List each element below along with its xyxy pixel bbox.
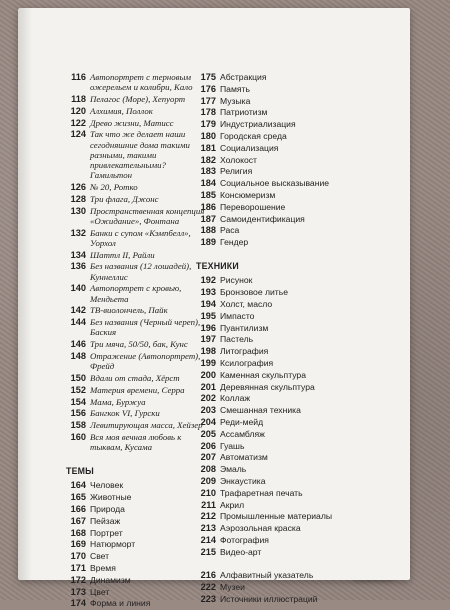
page-number: 176 bbox=[200, 83, 216, 94]
toc-entry bbox=[196, 119, 386, 129]
page-number: 186 bbox=[200, 201, 216, 212]
toc-entry bbox=[196, 166, 386, 176]
toc-entry bbox=[196, 275, 386, 285]
page-number: 202 bbox=[200, 393, 216, 404]
entry-title: Промышленные материалы bbox=[220, 511, 333, 522]
entry-title: Гуашь bbox=[220, 440, 245, 451]
toc-entry bbox=[66, 373, 206, 383]
entry-title: Без названия (Черный череп), Баския bbox=[90, 317, 201, 338]
toc-entry bbox=[196, 370, 386, 380]
entry-title: Религия bbox=[220, 166, 253, 177]
entry-title: Каменная скульптура bbox=[220, 369, 306, 380]
page-number: 213 bbox=[200, 523, 216, 534]
entry-title: Пространственная концепция «Ожидание», Фонтана bbox=[90, 205, 205, 226]
page-number: 208 bbox=[200, 464, 216, 475]
toc-entry bbox=[66, 492, 206, 502]
page-number: 178 bbox=[200, 107, 216, 118]
page-number: 177 bbox=[200, 95, 216, 106]
page-number: 174 bbox=[70, 598, 86, 609]
page-number: 207 bbox=[200, 452, 216, 463]
toc-entry bbox=[66, 539, 206, 549]
page-number: 203 bbox=[200, 405, 216, 416]
toc-entry bbox=[66, 182, 206, 192]
entry-title: Реди-мейд bbox=[220, 416, 264, 427]
toc-entry bbox=[196, 202, 386, 212]
page-number: 198 bbox=[200, 346, 216, 357]
page-number: 122 bbox=[70, 117, 86, 128]
toc-entry bbox=[66, 587, 206, 597]
page-number: 118 bbox=[71, 94, 86, 104]
page-number: 183 bbox=[200, 166, 216, 177]
toc-entry bbox=[196, 358, 386, 368]
toc-entry bbox=[66, 480, 206, 490]
toc-entry bbox=[196, 311, 386, 321]
entry-title: Переворошение bbox=[220, 201, 286, 212]
entry-title: Бангкок VI, Гурски bbox=[90, 408, 160, 419]
toc-entry bbox=[196, 405, 386, 415]
entry-title: Левитирующая масса, Хейзер bbox=[90, 420, 203, 431]
entry-title: Портрет bbox=[90, 527, 123, 538]
page-number: 223 bbox=[200, 594, 216, 605]
entry-title: № 20, Ротко bbox=[90, 182, 138, 192]
entry-title: Раса bbox=[220, 225, 240, 236]
entry-title: Автопортрет с терновым ожерельем и колибри, Кало bbox=[90, 72, 193, 93]
entry-title: Фотография bbox=[220, 534, 269, 545]
page-number: 142 bbox=[70, 305, 86, 316]
page-number: 192 bbox=[200, 275, 216, 286]
toc-entry bbox=[66, 72, 206, 92]
page-number: 206 bbox=[200, 440, 216, 451]
techniques-list bbox=[196, 275, 386, 557]
entry-title: Абстракция bbox=[220, 72, 267, 82]
entry-title: Отражение (Автопортрет), Фрейд bbox=[90, 350, 201, 372]
entry-title: Городская среда bbox=[220, 130, 287, 141]
page-number: 216 bbox=[200, 570, 216, 581]
toc-entry bbox=[66, 250, 206, 260]
toc-entry bbox=[66, 194, 206, 204]
toc-entry bbox=[66, 551, 206, 561]
toc-entry bbox=[66, 420, 206, 430]
toc-entry bbox=[66, 261, 206, 281]
page-number: 185 bbox=[200, 189, 216, 200]
entry-title: Без названия (12 лошадей), Куннеллис bbox=[90, 261, 192, 282]
page-number: 169 bbox=[70, 539, 86, 550]
page-number: 204 bbox=[200, 416, 216, 427]
entry-title: Коллаж bbox=[220, 393, 251, 404]
page-number: 214 bbox=[200, 534, 216, 545]
page-number: 201 bbox=[200, 381, 216, 392]
techniques-heading: ТЕХНИКИ bbox=[196, 261, 239, 272]
entry-title: Видео-арт bbox=[220, 546, 262, 557]
entry-title: Память bbox=[220, 83, 250, 94]
entry-title: Динамизм bbox=[90, 574, 131, 585]
page-number: 196 bbox=[200, 322, 216, 333]
toc-entry bbox=[196, 535, 386, 545]
toc-entry bbox=[196, 96, 386, 106]
toc-entry bbox=[196, 323, 386, 333]
toc-entry bbox=[196, 155, 386, 165]
entry-title: Пейзаж bbox=[90, 515, 121, 526]
page-gutter-shadow bbox=[18, 8, 32, 580]
page-number: 189 bbox=[200, 237, 216, 248]
entry-title: Материя времени, Серра bbox=[90, 384, 185, 395]
entry-title: Пелагос (Море), Хепуорт bbox=[90, 94, 186, 104]
toc-entry bbox=[66, 228, 206, 248]
entry-title: TB-виолончель, Пайк bbox=[90, 305, 168, 316]
page-number: 152 bbox=[70, 384, 86, 395]
toc-entry bbox=[196, 464, 386, 474]
page-number: 120 bbox=[70, 105, 86, 116]
toc-entry bbox=[66, 106, 206, 116]
entry-title: Трафаретная печать bbox=[220, 487, 303, 498]
page-number: 132 bbox=[70, 227, 86, 238]
entry-title: Ассамбляж bbox=[220, 428, 265, 439]
page-number: 181 bbox=[200, 142, 216, 153]
toc-entry bbox=[66, 339, 206, 349]
toc-entry bbox=[196, 511, 386, 521]
page-number: 130 bbox=[70, 205, 86, 216]
toc-entry bbox=[196, 131, 386, 141]
page-number: 158 bbox=[70, 420, 86, 431]
page-number: 156 bbox=[70, 408, 86, 419]
page-number: 165 bbox=[70, 492, 86, 503]
page-number: 124 bbox=[70, 129, 86, 140]
page-number: 180 bbox=[200, 130, 216, 141]
page-number: 154 bbox=[70, 396, 86, 407]
entry-title: Вдали от стада, Хёрст bbox=[90, 372, 180, 383]
entry-title: Так что же делает наши сегодняшние дома такими разными, такими привлекательными? Гамильтон bbox=[90, 129, 190, 181]
toc-left-column bbox=[66, 72, 206, 610]
toc-entry bbox=[66, 516, 206, 526]
page-number: 164 bbox=[70, 480, 86, 491]
page-number: 166 bbox=[70, 503, 86, 514]
page-number: 172 bbox=[70, 574, 86, 585]
entry-title: Свет bbox=[90, 551, 110, 562]
toc-entry bbox=[66, 305, 206, 315]
page-number: 222 bbox=[200, 582, 216, 593]
toc-entry bbox=[196, 237, 386, 247]
toc-entry bbox=[66, 408, 206, 418]
entry-title: Холст, масло bbox=[220, 298, 273, 309]
entry-title: Энкаустика bbox=[220, 475, 266, 486]
page-number: 197 bbox=[200, 334, 216, 345]
toc-entry bbox=[196, 582, 386, 592]
page-number: 210 bbox=[200, 487, 216, 498]
page-number: 144 bbox=[70, 317, 86, 328]
toc-entry bbox=[66, 563, 206, 573]
page-number: 194 bbox=[200, 298, 216, 309]
entry-title: Смешанная техника bbox=[220, 405, 301, 416]
artworks-list bbox=[66, 72, 206, 452]
toc-entry bbox=[196, 570, 386, 580]
toc-entry bbox=[196, 225, 386, 235]
entry-title: Алхимия, Поллок bbox=[90, 105, 153, 116]
page-number: 128 bbox=[70, 193, 86, 204]
page-number: 193 bbox=[200, 287, 216, 298]
toc-entry bbox=[66, 129, 206, 180]
page-number: 140 bbox=[70, 283, 86, 294]
entry-title: Музеи bbox=[220, 582, 245, 593]
toc-entry bbox=[66, 432, 206, 452]
toc-entry bbox=[66, 397, 206, 407]
entry-title: Индустриализация bbox=[220, 119, 296, 130]
page-number: 200 bbox=[200, 369, 216, 380]
themes-continued-list bbox=[196, 72, 386, 247]
entry-title: Литография bbox=[220, 346, 269, 357]
entry-title: Шаттл II, Райли bbox=[90, 249, 155, 260]
page-number: 134 bbox=[70, 249, 86, 260]
entry-title: Рисунок bbox=[220, 275, 253, 286]
toc-entry bbox=[66, 528, 206, 538]
entry-title: Холокост bbox=[220, 154, 257, 165]
entry-title: Консюмеризм bbox=[220, 189, 276, 200]
entry-title: Пастель bbox=[220, 334, 254, 345]
themes-heading: ТЕМЫ bbox=[66, 466, 94, 477]
entry-title: Человек bbox=[90, 480, 124, 491]
page-number: 182 bbox=[200, 154, 216, 165]
toc-entry bbox=[196, 287, 386, 297]
back-matter-list bbox=[196, 570, 386, 604]
section-spacer bbox=[196, 558, 386, 570]
toc-entry bbox=[66, 575, 206, 585]
toc-entry bbox=[66, 283, 206, 303]
entry-title: Автопортрет с кровью, Мендьета bbox=[90, 283, 182, 304]
toc-entry bbox=[66, 94, 206, 104]
page-number: 170 bbox=[70, 551, 86, 562]
toc-entry bbox=[196, 143, 386, 153]
entry-title: Эмаль bbox=[220, 464, 247, 475]
page-number: 173 bbox=[70, 586, 86, 597]
entry-title: Время bbox=[90, 562, 116, 573]
page-number: 168 bbox=[70, 527, 86, 538]
themes-list bbox=[66, 480, 206, 608]
page-number: 209 bbox=[200, 475, 216, 486]
toc-right-column bbox=[196, 72, 386, 606]
toc-entry bbox=[66, 118, 206, 128]
toc-entry bbox=[196, 500, 386, 510]
entry-title: Деревянная скульптура bbox=[220, 381, 315, 392]
toc-entry bbox=[196, 452, 386, 462]
toc-entry bbox=[66, 385, 206, 395]
entry-title: Три мяча, 50/50, бак, Кунс bbox=[90, 339, 188, 350]
page-number: 212 bbox=[200, 511, 216, 522]
entry-title: Патриотизм bbox=[220, 107, 268, 118]
page-number: 188 bbox=[200, 225, 216, 236]
entry-title: Самоидентификация bbox=[220, 213, 305, 224]
entry-title: Гендер bbox=[220, 237, 249, 248]
entry-title: Источники иллюстраций bbox=[220, 594, 318, 605]
page-number: 184 bbox=[200, 178, 216, 189]
entry-title: Древо жизни, Матисс bbox=[90, 117, 174, 128]
entry-title: Социализация bbox=[220, 142, 279, 153]
toc-entry bbox=[196, 178, 386, 188]
page-number: 175 bbox=[200, 72, 216, 82]
toc-entry bbox=[196, 107, 386, 117]
entry-title: Ксилография bbox=[220, 357, 274, 368]
toc-entry bbox=[66, 317, 206, 337]
page-number: 215 bbox=[200, 546, 216, 557]
entry-title: Бронзовое литье bbox=[220, 287, 288, 298]
toc-entry bbox=[196, 441, 386, 451]
toc-entry bbox=[196, 72, 386, 82]
toc-entry bbox=[196, 214, 386, 224]
page-number: 116 bbox=[71, 72, 86, 82]
toc-entry bbox=[196, 393, 386, 403]
toc-entry bbox=[196, 190, 386, 200]
page-number: 150 bbox=[70, 372, 86, 383]
entry-title: Музыка bbox=[220, 95, 251, 106]
toc-entry bbox=[196, 523, 386, 533]
entry-title: Мама, Буржуа bbox=[90, 396, 146, 407]
toc-entry bbox=[66, 206, 206, 226]
entry-title: Импасто bbox=[220, 310, 255, 321]
book-page bbox=[18, 8, 410, 609]
entry-title: Вся моя вечная любовь к тыквам, Кусама bbox=[90, 431, 182, 453]
entry-title: Животные bbox=[90, 492, 132, 503]
toc-entry bbox=[196, 476, 386, 486]
entry-title: Природа bbox=[90, 503, 125, 514]
page-number: 167 bbox=[70, 515, 86, 526]
entry-title: Автоматизм bbox=[220, 452, 268, 463]
toc-entry bbox=[196, 429, 386, 439]
page-number: 179 bbox=[200, 119, 216, 130]
toc-entry bbox=[196, 84, 386, 94]
page-number: 160 bbox=[70, 431, 86, 442]
entry-title: Банки с супом «Кэмпбелл», Уорхол bbox=[90, 227, 191, 248]
toc-entry bbox=[196, 488, 386, 498]
entry-title: Три флага, Джонс bbox=[90, 193, 159, 204]
page-number: 148 bbox=[70, 350, 86, 361]
entry-title: Натюрморт bbox=[90, 539, 136, 550]
entry-title: Аэрозольная краска bbox=[220, 523, 301, 534]
entry-title: Алфавитный указатель bbox=[220, 570, 314, 581]
page-number: 136 bbox=[70, 261, 86, 272]
page-number: 187 bbox=[200, 213, 216, 224]
page-number: 205 bbox=[200, 428, 216, 439]
toc-entry bbox=[66, 351, 206, 371]
toc-entry bbox=[66, 504, 206, 514]
page-number: 146 bbox=[70, 339, 86, 350]
page-number: 195 bbox=[200, 310, 216, 321]
page-number: 211 bbox=[201, 499, 216, 510]
toc-entry bbox=[196, 594, 386, 604]
toc-entry bbox=[196, 299, 386, 309]
toc-entry bbox=[196, 334, 386, 344]
entry-title: Акрил bbox=[220, 499, 245, 510]
toc-entry bbox=[196, 547, 386, 557]
page-number: 171 bbox=[70, 562, 86, 573]
toc-entry bbox=[196, 346, 386, 356]
entry-title: Цвет bbox=[90, 586, 110, 597]
entry-title: Форма и линия bbox=[90, 598, 151, 609]
entry-title: Пуантилизм bbox=[220, 322, 269, 333]
toc-entry bbox=[196, 382, 386, 392]
page-number: 199 bbox=[200, 357, 216, 368]
page-number: 126 bbox=[70, 182, 86, 192]
entry-title: Социальное высказывание bbox=[220, 178, 330, 189]
toc-entry bbox=[196, 417, 386, 427]
